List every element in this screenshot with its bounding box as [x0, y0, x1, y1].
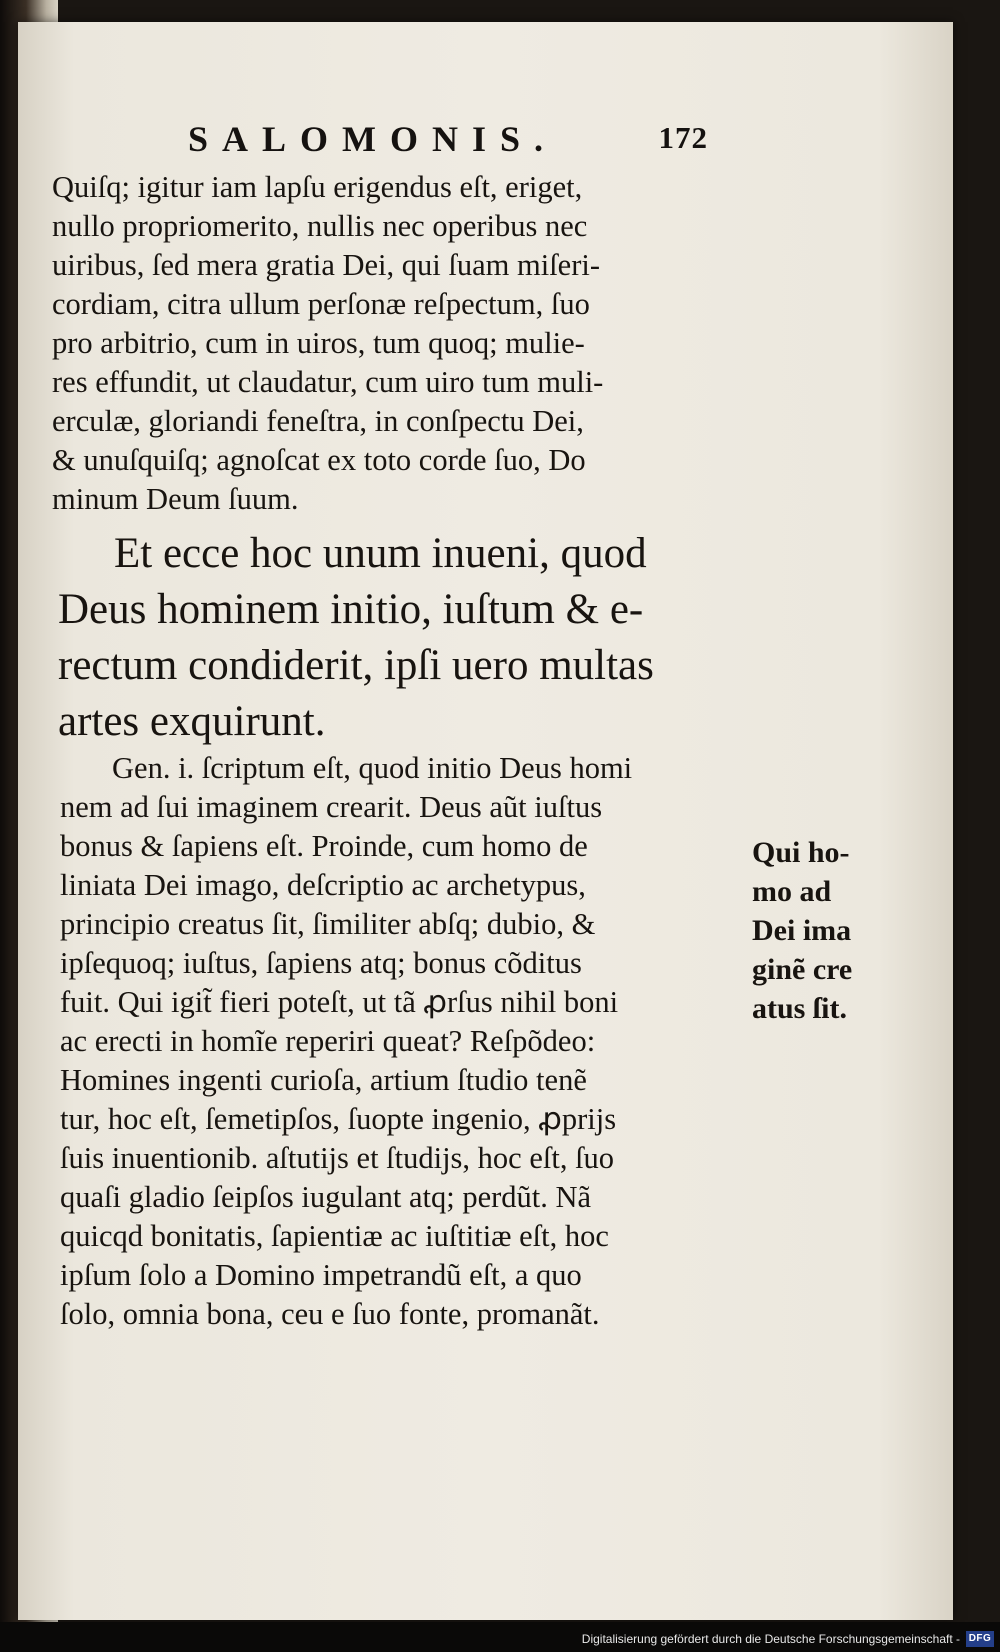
text-line: fuit. Qui igit̃ fieri poteſt, ut tã ꝓrſus nihil boni — [60, 985, 619, 1019]
dfg-logo-icon: DFG — [966, 1631, 994, 1647]
text-line: minum Deum ſuum. — [52, 482, 299, 516]
text-line: cordiam, citra ullum perſonæ reſpectum, ſuo — [52, 287, 590, 321]
text-line: liniata Dei imago, deſcriptio ac archetypus, — [60, 868, 586, 902]
text-line: ipſequoq; iuſtus, ſapiens atq; bonus cõditus — [60, 946, 582, 980]
verse-line: artes exquirunt. — [58, 698, 326, 745]
paragraph-1 — [52, 168, 742, 519]
text-line: Quiſq; igitur iam lapſu erigendus eſt, eriget, — [52, 170, 583, 204]
verse-line: rectum condiderit, ipſi uero multas — [58, 642, 654, 689]
text-line: nem ad ſui imaginem crearit. Deus aũt iuſtus — [60, 790, 603, 824]
text-line: & unuſquiſq; agnoſcat ex toto corde ſuo, Do — [52, 443, 586, 477]
page-number: 172 — [658, 120, 708, 155]
paragraph-commentary — [60, 749, 742, 1334]
margin-line: ginẽ cre — [752, 953, 853, 986]
running-title: SALOMONIS. — [188, 119, 558, 159]
footer-bar — [0, 1622, 1000, 1652]
marginal-note — [752, 833, 902, 1028]
text-line: res effundit, ut claudatur, cum uiro tum muli- — [52, 365, 604, 399]
text-line: quaſi gladio ſeipſos iugulant atq; perdũt. Nã — [60, 1180, 592, 1214]
text-line: pro arbitrio, cum in uiros, tum quoq; mulie- — [52, 326, 585, 360]
text-line: Homines ingenti curioſa, artium ſtudio tenẽ — [60, 1063, 587, 1097]
text-line: ſolo, omnia bona, ceu e ſuo fonte, promanãt. — [60, 1297, 600, 1331]
text-line: tur, hoc eſt, ſemetipſos, ſuopte ingenio, ꝓprijs — [60, 1102, 617, 1136]
text-line: bonus & ſapiens eſt. Proinde, cum homo de — [60, 829, 588, 863]
text-line: quicqd bonitatis, ſapientiæ ac iuſtitiæ eſt, hoc — [60, 1219, 609, 1253]
text-line: uiribus, ſed mera gratia Dei, qui ſuam miſeri- — [52, 248, 600, 282]
text-line: ſuis inuentionib. aſtutijs et ſtudijs, hoc eſt, ſuo — [60, 1141, 615, 1175]
text-line: ipſum ſolo a Domino impetrandũ eſt, a quo — [60, 1258, 582, 1292]
margin-line: Qui ho- — [752, 836, 850, 869]
margin-line: Dei ima — [752, 914, 852, 947]
text-line: erculæ, gloriandi feneſtra, in conſpectu Dei, — [52, 404, 584, 438]
page-header — [188, 118, 708, 158]
digitization-credit: Digitalisierung gefördert durch die Deutsche Forschungsgemeinschaft - — [581, 1632, 960, 1646]
margin-line: atus ſit. — [752, 992, 848, 1025]
verse-line: Deus hominem initio, iuſtum & e- — [58, 586, 644, 633]
margin-line: mo ad — [752, 875, 832, 908]
text-line: nullo propriomerito, nullis nec operibus nec — [52, 209, 588, 243]
text-line: Gen. i. ſcriptum eſt, quod initio Deus homi — [112, 751, 633, 785]
scripture-verse — [58, 526, 748, 750]
text-line: ac erecti in homĩe reperiri queat? Reſpõdeo: — [60, 1024, 596, 1058]
verse-line: Et ecce hoc unum inueni, quod — [114, 530, 647, 577]
text-line: principio creatus ſit, ſimiliter abſq; dubio, & — [60, 907, 596, 941]
